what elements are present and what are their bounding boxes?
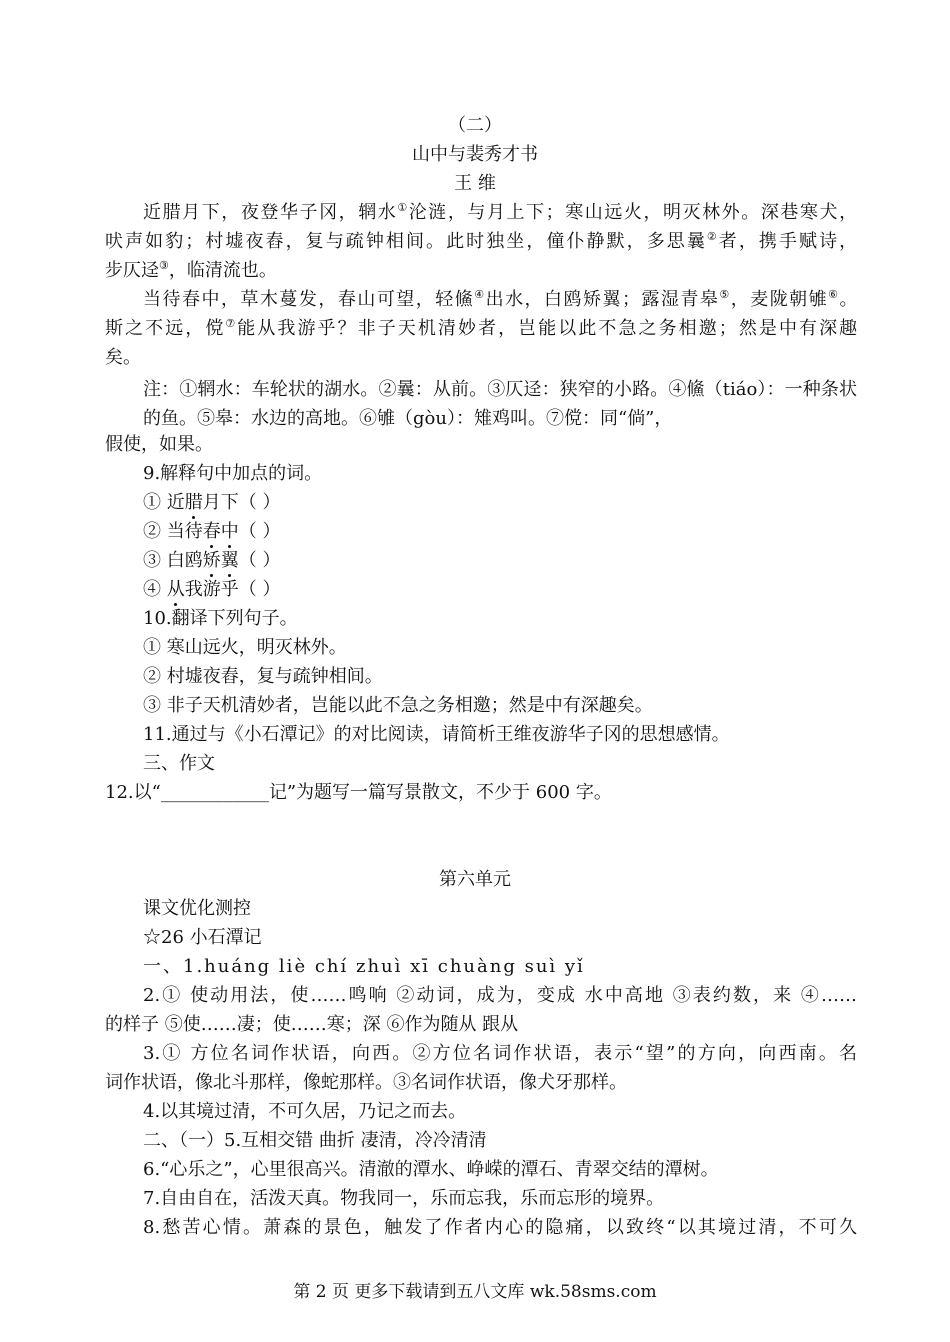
answer-2-line2: 的样子 ⑤使……凄；使……寒；深 ⑥作为随从 跟从: [105, 1014, 519, 1035]
answer-3-line2: 词作状语，像北斗那样，像蛇那样。③名词作状语，像犬牙那样。: [105, 1072, 627, 1093]
page-footer: 第 2 页 更多下载请到五八文库 wk.58sms.com: [293, 1282, 657, 1302]
answers-subtitle: 课文优化测控: [143, 898, 251, 919]
answer-2-line1: 2.① 使动用法，使……鸣响 ②动词，成为，变成 水中高地 ③表约数，来 ④……: [143, 985, 857, 1006]
answers-lesson: ☆26 小石潭记: [143, 927, 262, 948]
passage-p1-line1: 近腊月下，夜登华子冈，辋水①沦涟，与月上下；寒山远火，明灭林外。深巷寒犬，: [143, 201, 858, 223]
answer-8: 8.愁苦心情。萧森的景色，触发了作者内心的隐痛，以致终“以其境过清，不可久: [143, 1217, 857, 1238]
question-9-item-3: ③ 白鸥矫翼（ ）: [143, 550, 281, 571]
passage-p2-line1: 当待春中，草木蔓发，春山可望，轻鯈④出水，白鸥矫翼；露湿青皋⑤，麦陇朝雊⑥。: [143, 288, 858, 310]
question-10-item-3: ③ 非子天机清妙者，岂能以此不急之务相邀；然是中有深趣矣。: [143, 695, 653, 716]
question-10-item-2: ② 村墟夜舂，复与疏钟相间。: [143, 666, 383, 687]
question-9-title: 9.解释句中加点的词。: [143, 463, 323, 484]
question-9-item-2: ② 当待春中（ ）: [143, 521, 281, 542]
passage-p1-line2: 吠声如豹；村墟夜舂，复与疏钟相间。此时独坐，僮仆静默，多思曩②者，携手赋诗，: [105, 230, 858, 252]
question-12: 12.以“____________记”为题写一篇写景散文，不少于 600 字。: [105, 782, 612, 803]
answer-4: 4.以其境过清，不可久居，乃记之而去。: [143, 1101, 467, 1122]
answer-5: 二、（一）5.互相交错 曲折 凄清，冷冷清清: [143, 1130, 487, 1151]
passage-p2-line2: 斯之不远，傥⑦能从我游乎？非子天机清妙者，岂能以此不急之务相邀；然是中有深趣: [105, 317, 858, 339]
question-10-item-1: ① 寒山远火，明灭林外。: [143, 637, 347, 658]
passage-notes-end: 假使，如果。: [105, 434, 213, 455]
section-3-heading: 三、作文: [143, 753, 215, 774]
section-label: （二）: [448, 115, 502, 136]
answer-3-line1: 3.① 方位名词作状语，向西。②方位名词作状语，表示“望”的方向，向西南。名: [143, 1043, 857, 1064]
answer-1: 一、1.huáng liè chí zhuì xī chuàng suì yǐ: [143, 956, 585, 977]
passage-p2-line3: 矣。: [105, 347, 141, 368]
question-11: 11.通过与《小石潭记》的对比阅读，请简析王维夜游华子冈的思想感情。: [143, 724, 730, 745]
unit-title: 第六单元: [439, 869, 511, 890]
passage-notes: 注：①辋水：车轮状的湖水。②曩：从前。③仄迳：狭窄的小路。④鯈（tiáo）：一种条状的鱼。⑤皋：水边的高地。⑥雊（gòu）：雉鸡叫。⑦傥：同“倘”，: [143, 379, 857, 429]
passage-title: 山中与裴秀才书: [412, 144, 538, 165]
question-9-item-1: ① 近腊月下（ ）: [143, 492, 281, 513]
passage-p1-line3: 步仄迳③，临清流也。: [105, 259, 277, 281]
passage-author: 王 维: [454, 173, 496, 194]
question-9-item-4: ④ 从我游乎（ ）: [143, 579, 281, 600]
answer-6: 6.“心乐之”，心里很高兴。清澈的潭水、峥嵘的潭石、青翠交结的潭树。: [143, 1159, 719, 1180]
answer-7: 7.自由自在，活泼天真。物我同一，乐而忘我，乐而忘形的境界。: [143, 1188, 665, 1209]
question-10-title: 10.翻译下列句子。: [143, 608, 298, 629]
